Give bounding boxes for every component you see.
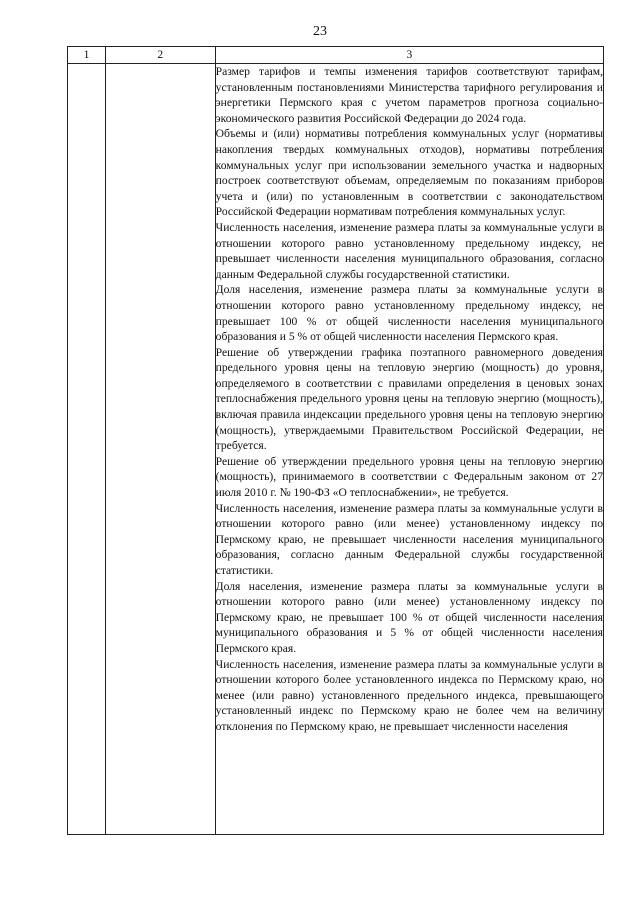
cell-col-1 <box>68 64 106 835</box>
table-header-row <box>68 47 604 64</box>
document-table <box>67 46 604 835</box>
cell-col-2 <box>105 64 215 835</box>
column-header-1: 1 <box>68 47 106 64</box>
table-row <box>68 64 604 835</box>
paragraph: Объемы и (или) нормативы потребления коммунальных услуг (нормативы накопления твердых коммунальных отходов), нормативы потребления коммунальных услуг при использовании земельного участка и надворных построек соответствуют объемам, определяемым по показаниям приборов учета и (или) по установленным в соответствии с законодательством Российской Федерации нормативам потребления коммунальных услуг. <box>215 127 603 219</box>
cell-col-3 <box>215 64 603 835</box>
paragraph: Решение об утверждении графика поэтапного равномерного доведения предельного уровня цены на тепловую энергию (мощность) до уровня, определяемого в соответствии с правилами определения в ценовых зонах теплоснабжения предельного уровня цены на тепловую энергию (мощность), включая правила индексации предельного уровня цены на тепловую энергию (мощность), утверждаемыми Правительством Российской Федерации, не требуется. <box>215 345 603 453</box>
column-header-2: 2 <box>105 47 215 64</box>
paragraph: Размер тарифов и темпы изменения тарифов соответствуют тарифам, установленным постановлениями Министерства тарифного регулирования и энергетики Пермского края с учетом параметров прогноза социально-экономического развития Российской Федерации до 2024 года. <box>215 65 603 125</box>
paragraph: Решение об утверждении предельного уровня цены на тепловую энергию (мощность), принимаемого в соответствии с Федеральным законом от 27 июля 2010 г. № 190-ФЗ «О теплоснабжении», не требуется. <box>215 454 603 500</box>
paragraph: Численность населения, изменение размера платы за коммунальные услуги в отношении которого равно установленному предельному индексу, не превышает численности населения муниципального образования, согласно данным Федеральной службы государственной статистики. <box>215 220 603 281</box>
column-header-3: 3 <box>215 47 603 64</box>
page-number: 23 <box>313 24 327 39</box>
paragraph: Численность населения, изменение размера платы за коммунальные услуги в отношении которого более установленного индекса по Пермскому краю, но менее (или равно) установленного предельного индекса, превышающего установленный индекс по Пермскому краю не более чем на величину отклонения по Пермскому краю, не превышает численности населения <box>215 657 603 733</box>
paragraph: Доля населения, изменение размера платы за коммунальные услуги в отношении которого равно установленному предельному индексу, не превышает 100 % от общей численности населения муниципального образования и 5 % от общей численности населения Пермского края. <box>215 283 603 344</box>
paragraph: Численность населения, изменение размера платы за коммунальные услуги в отношении которого равно (или менее) установленному индексу по Пермскому краю, не превышает численности населения муниципального образования, согласно данным Федеральной службы государственной статистики. <box>215 501 603 577</box>
paragraph: Доля населения, изменение размера платы за коммунальные услуги в отношении которого равно (или менее) установленному индексу по Пермскому краю, не превышает 100 % от общей численности населения муниципального образования и 5 % от общей численности населения Пермского края. <box>215 579 603 655</box>
